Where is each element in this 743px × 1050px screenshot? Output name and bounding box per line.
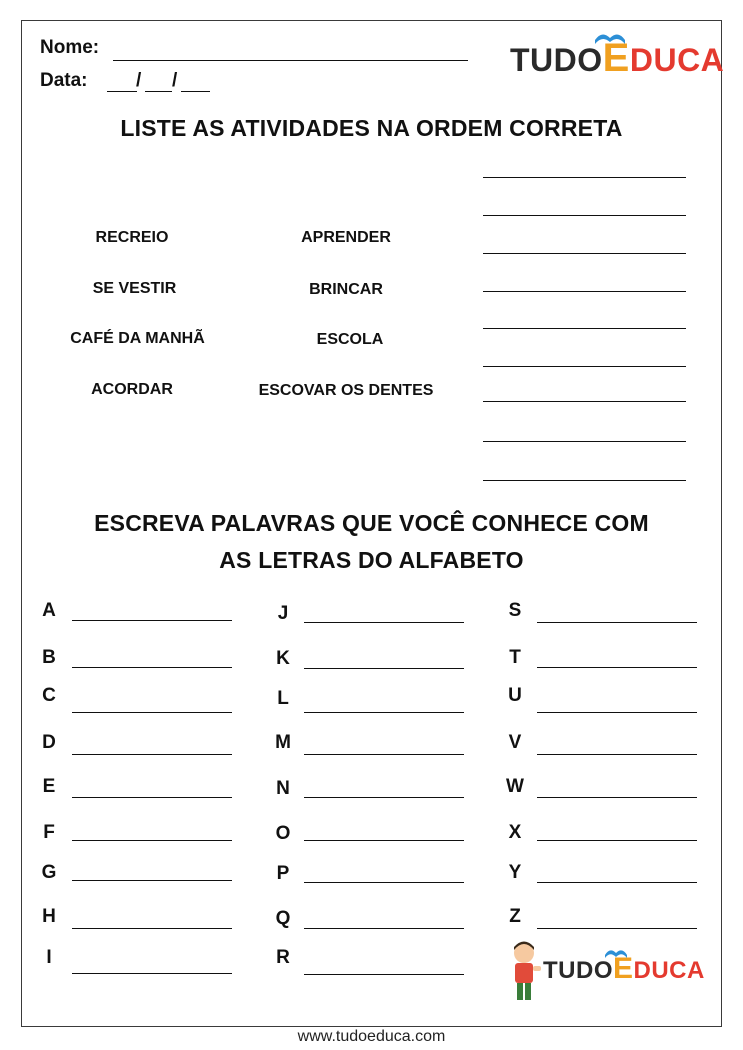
date-label: Data: [40, 70, 88, 91]
letter-line[interactable] [304, 840, 464, 841]
date-separator: / [172, 70, 178, 91]
letter-line[interactable] [72, 620, 232, 621]
letter-label: G [41, 862, 57, 883]
activity-label: CAFÉ DA MANHÃ [70, 330, 205, 347]
letter-line[interactable] [72, 840, 232, 841]
letter-label: Y [508, 862, 522, 883]
letter-line[interactable] [304, 797, 464, 798]
letter-label: C [42, 685, 56, 706]
letter-line[interactable] [72, 754, 232, 755]
letter-label: L [277, 688, 289, 709]
activity-label: ESCOLA [316, 331, 384, 348]
section2-title-line1: ESCREVA PALAVRAS QUE VOCÊ CONHECE COM [94, 510, 649, 536]
answer-line[interactable] [483, 328, 686, 329]
letter-label: P [276, 863, 290, 884]
brand-part3: DUCA [633, 957, 705, 984]
letter-label: M [275, 732, 291, 753]
activity-label: ESCOVAR OS DENTES [258, 382, 434, 399]
letter-line[interactable] [537, 840, 697, 841]
letter-label: J [277, 603, 289, 624]
answer-line[interactable] [483, 177, 686, 178]
letter-line[interactable] [72, 797, 232, 798]
letter-label: H [42, 906, 56, 927]
letter-label: I [46, 947, 52, 968]
letter-line[interactable] [537, 754, 697, 755]
date-month-line[interactable] [145, 91, 172, 92]
section2-title-line2: AS LETRAS DO ALFABETO [219, 547, 524, 573]
activity-label: RECREIO [95, 229, 169, 246]
letter-label: T [509, 647, 521, 668]
letter-label: S [508, 600, 522, 621]
brand-part1: TUDO [543, 957, 613, 984]
letter-line[interactable] [72, 880, 232, 881]
brand-part2: E [602, 36, 630, 80]
date-separator: / [136, 70, 142, 91]
brand-part3: DUCA [629, 42, 725, 78]
letter-line[interactable] [304, 712, 464, 713]
answer-line[interactable] [483, 441, 686, 442]
answer-line[interactable] [483, 366, 686, 367]
letter-line[interactable] [537, 712, 697, 713]
letter-line[interactable] [72, 973, 232, 974]
letter-line[interactable] [72, 667, 232, 668]
letter-line[interactable] [72, 712, 232, 713]
letter-label: Z [509, 906, 521, 927]
book-icon [593, 26, 627, 46]
letter-label: Q [275, 908, 291, 929]
letter-label: K [276, 648, 290, 669]
letter-line[interactable] [537, 622, 697, 623]
answer-line[interactable] [483, 401, 686, 402]
answer-line[interactable] [483, 253, 686, 254]
name-label: Nome: [40, 37, 100, 58]
letter-line[interactable] [304, 928, 464, 929]
section1-title: LISTE AS ATIVIDADES NA ORDEM CORRETA [120, 115, 623, 141]
letter-line[interactable] [304, 754, 464, 755]
letter-label: V [508, 732, 522, 753]
letter-label: D [42, 732, 56, 753]
letter-line[interactable] [304, 668, 464, 669]
letter-label: F [43, 822, 55, 843]
letter-label: E [42, 776, 56, 797]
letter-line[interactable] [304, 974, 464, 975]
letter-label: N [276, 778, 290, 799]
activity-label: BRINCAR [309, 281, 383, 298]
letter-line[interactable] [304, 622, 464, 623]
date-year-line[interactable] [181, 91, 210, 92]
boy-mascot-icon [507, 940, 543, 1004]
letter-label: A [42, 600, 56, 621]
brand-part2: E [613, 952, 634, 985]
letter-label: O [275, 823, 291, 844]
date-day-line[interactable] [107, 91, 137, 92]
letter-label: U [508, 685, 522, 706]
footer-url[interactable]: www.tudoeduca.com [297, 1028, 446, 1045]
letter-label: B [42, 647, 56, 668]
letter-line[interactable] [537, 797, 697, 798]
name-line[interactable] [113, 60, 468, 61]
answer-line[interactable] [483, 291, 686, 292]
activity-label: SE VESTIR [92, 280, 177, 297]
letter-line[interactable] [72, 928, 232, 929]
letter-label: X [508, 822, 522, 843]
brand-part1: TUDO [510, 42, 603, 78]
letter-line[interactable] [537, 928, 697, 929]
activity-label: ACORDAR [91, 381, 173, 398]
answer-line[interactable] [483, 215, 686, 216]
letter-line[interactable] [537, 882, 697, 883]
answer-line[interactable] [483, 480, 686, 481]
letter-line[interactable] [304, 882, 464, 883]
book-icon [603, 944, 629, 960]
letter-line[interactable] [537, 667, 697, 668]
activity-label: APRENDER [301, 229, 391, 246]
letter-label: R [276, 947, 290, 968]
letter-label: W [506, 776, 524, 797]
